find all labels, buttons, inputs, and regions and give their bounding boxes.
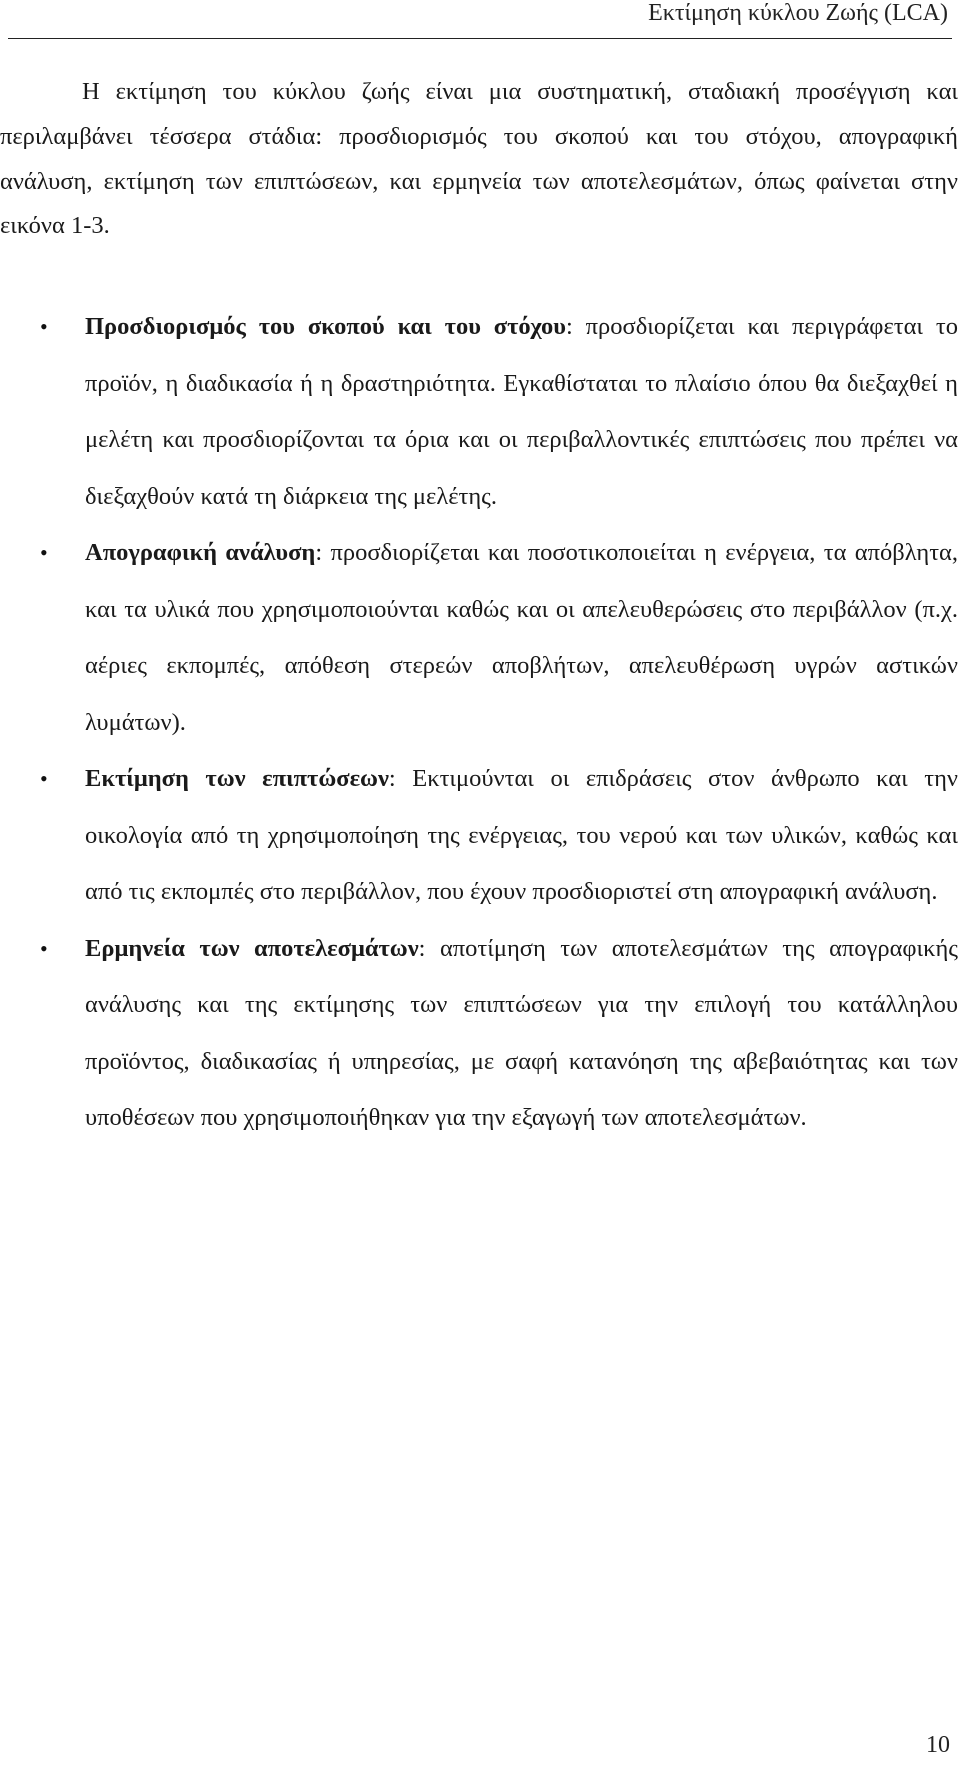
page-body	[0, 70, 958, 1147]
intro-text: Η εκτίμηση του κύκλου ζωής είναι μια συστηματική, σταδιακή προσέγγιση και περιλαμβάνει τέσσερα στάδια: προσδιορισμός του σκοπού και του στόχου, απογραφική ανάλυση, εκτίμηση των επιπτώσεων, και ερμηνεία των αποτελεσμάτων, όπως φαίνεται στην εικόνα 1-3.	[0, 78, 958, 240]
list-item-term: Εκτίμηση των επιπτώσεων	[85, 765, 389, 793]
bullet-icon: •	[40, 766, 48, 792]
list-item-term: Προσδιορισμός του σκοπού και του στόχου	[85, 313, 566, 341]
list-item-term: Απογραφική ανάλυση	[85, 539, 316, 567]
bullet-icon: •	[40, 540, 48, 566]
header-title: Εκτίμηση κύκλου Ζωής (LCA)	[648, 0, 948, 26]
list-item-text: : αποτίμηση των αποτελεσμάτων της απογραφικής ανάλυσης και της εκτίμησης των επιπτώσεων για την επιλογή του κατάλληλου προϊόντος, διαδικασίας ή υπηρεσίας, με σαφή κατανόηση της αβεβαιότητας και των υποθέσεων που χρησιμοποιήθηκαν για την εξαγωγή των αποτελεσμάτων.	[85, 934, 958, 1132]
list-item-text: : Εκτιμούνται οι επιδράσεις στον άνθρωπο και την οικολογία από τη χρησιμοποίηση της ενέργειας, του νερού και των υλικών, καθώς και από τις εκπομπές στο περιβάλλον, που έχουν προσδιοριστεί στη απογραφική ανάλυση.	[85, 765, 959, 906]
bullet-icon: •	[40, 935, 48, 961]
bullet-icon: •	[40, 314, 48, 340]
stage-list	[0, 299, 958, 1147]
list-item-impact-assessment	[0, 751, 958, 921]
list-item-interpretation	[0, 921, 958, 1147]
list-item-term: Ερμηνεία των αποτελεσμάτων	[85, 934, 419, 962]
list-item-text: : προσδιορίζεται και περιγράφεται το προϊόν, η διαδικασία ή η δραστηριότητα. Εγκαθίσταται το πλαίσιο όπου θα διεξαχθεί η μελέτη και προσδιορίζονται τα όρια και οι περιβαλλοντικές επιπτώσεις που πρέπει να διεξαχθούν κατά τη διάρκεια της μελέτης.	[85, 313, 958, 510]
list-item-text: : προσδιορίζεται και ποσοτικοποιείται η ενέργεια, τα απόβλητα, και τα υλικά που χρησιμοποιούνται καθώς και οι απελευθερώσεις στο περιβάλλον (π.χ. αέριες εκπομπές, απόθεση στερεών αποβλήτων, απελευθέρωση υγρών αστικών λυμάτων).	[85, 539, 959, 736]
running-header	[8, 0, 952, 39]
page-number: 10	[926, 1732, 950, 1758]
list-item-goal-scope	[0, 299, 958, 525]
list-item-inventory	[0, 525, 958, 751]
intro-paragraph	[0, 70, 958, 249]
